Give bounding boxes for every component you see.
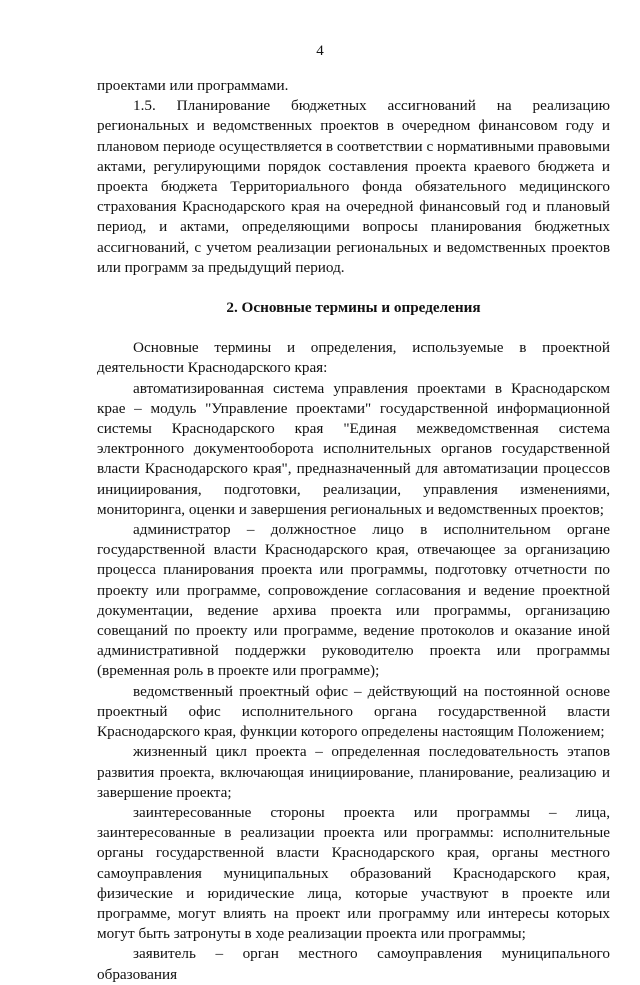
paragraph-continuation: проектами или программами. <box>97 77 289 94</box>
paragraph-term-stakeholders: заинтересованные стороны проекта или программы – лица, заинтересованные в реализации проекта или программы: исполнительные органы государственной власти Краснодарского края, органы местного самоуправления муниципальных образований Краснодарского края, физические и юридические лица, которые участвуют в проекте или программе, могут влиять на проект или программу или интересы которых могут быть затронуты в ходе реализации проекта или программы; <box>97 803 610 943</box>
paragraph-term-administrator: администратор – должностное лицо в исполнительном органе государственной власти Краснодарского края, отвечающее за организацию процесса планирования проекта или программы, подготовку отчетности по проекту или программе, сопровождение согласования и ведение проектной документации, ведение архива проекта или программы, организацию совещаний по проекту или программе, ведение протоколов и оказание иной административной поддержки руководителю проекта или программы (временная роль в проекте или программе); <box>97 521 610 680</box>
paragraph-term-project-office: ведомственный проектный офис – действующий на постоянной основе проектный офис исполнительного органа государственной власти Краснодарского края, функции которого определены настоящим Положением; <box>97 682 610 741</box>
section-heading: 2. Основные термины и определения <box>226 299 481 317</box>
document-body <box>97 76 610 985</box>
page-number: 4 <box>316 43 324 59</box>
paragraph-1-5: 1.5. Планирование бюджетных ассигнований на реализацию региональных и ведомственных проектов в очередном финансовом году и плановом периоде осуществляется в соответствии с нормативными правовыми актами, регулирующими порядок составления проекта краевого бюджета и проекта бюджета Территориального фонда обязательного медицинского страхования Краснодарского края на очередной финансовый год и плановый период, и актами, определяющими вопросы планирования бюджетных ассигнований, с учетом реализации региональных и ведомственных проектов или программ за предыдущий период. <box>97 97 610 276</box>
paragraph-term-automated-system: автоматизированная система управления проектами в Краснодарском крае – модуль "Управление проектами" государственной информационной системы Краснодарского края "Единая межведомственная система электронного документооборота исполнительных органов государственной власти Краснодарского края", предназначенный для автоматизации процессов инициирования, подготовки, реализации, управления изменениями, мониторинга, оценки и завершения региональных и ведомственных проектов; <box>97 379 610 518</box>
paragraph-terms-intro: Основные термины и определения, используемые в проектной деятельности Краснодарского края: <box>97 339 610 377</box>
paragraph-term-applicant: заявитель – орган местного самоуправления муниципального образования <box>97 945 610 983</box>
paragraph-term-life-cycle: жизненный цикл проекта – определенная последовательность этапов развития проекта, включающая инициирование, планирование, реализацию и завершение проекта; <box>97 743 610 801</box>
